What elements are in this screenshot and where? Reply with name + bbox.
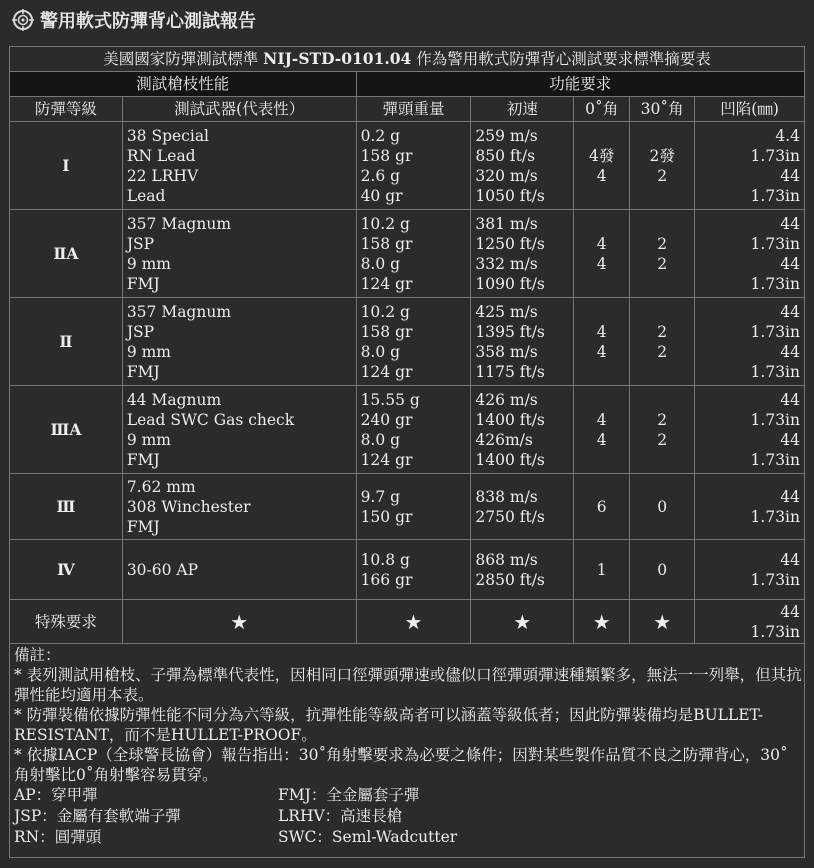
- note-item: * 表列測試用槍枝、子彈為標準代表性，因相同口徑彈頭彈速或儘似口徑彈頭彈速種類繁多，無法一一列舉，但其抗彈性能均適用本表。: [14, 666, 802, 704]
- note-item: * 依據IACP（全球警長協會）報告指出：30˚角射擊要求為必要之條件；因對某些製作品質不良之防彈背心，30˚角射擊比0˚角射擊容易貫穿。: [14, 746, 788, 784]
- velocity-cell: 868 m/s 2850 ft/s: [471, 540, 574, 600]
- nij-standard-table: [9, 46, 805, 644]
- star-mark: ★: [122, 600, 356, 644]
- shots-0deg-cell: 4發 4: [574, 122, 630, 210]
- star-mark: ★: [574, 600, 630, 644]
- table-title: 美國國家防彈測試標準 NIJ-STD-0101.04 作為警用軟式防彈背心測試要求標準摘要表: [10, 47, 805, 72]
- column-header: 防彈等級: [10, 97, 123, 122]
- table-row: [10, 210, 805, 298]
- protection-level: ⅢA: [10, 386, 123, 474]
- abbreviation: JSP：金屬有套軟端子彈: [14, 807, 181, 825]
- dent-cell: 44 1.73in: [695, 474, 805, 540]
- table-row: [10, 122, 805, 210]
- group-header-functional-requirements: 功能要求: [356, 72, 804, 97]
- bullet-weight-cell: 0.2 g 158 gr 2.6 g 40 gr: [356, 122, 471, 210]
- velocity-cell: 259 m/s 850 ft/s 320 m/s 1050 ft/s: [471, 122, 574, 210]
- notes-section: [14, 645, 802, 848]
- star-mark: ★: [630, 600, 695, 644]
- shots-0deg-cell: 6: [574, 474, 630, 540]
- weapon-cell: 7.62 mm 308 Winchester FMJ: [122, 474, 356, 540]
- star-mark: ★: [356, 600, 471, 644]
- bullet-weight-cell: 10.2 g 158 gr 8.0 g 124 gr: [356, 210, 471, 298]
- abbreviation-list: [14, 785, 802, 848]
- dent-cell: 44 1.73in 44 1.73in: [695, 298, 805, 386]
- dent-cell: 4.4 1.73in 44 1.73in: [695, 122, 805, 210]
- weapon-cell: 357 Magnum JSP 9 mm FMJ: [122, 298, 356, 386]
- shots-0deg-cell: 4 4: [574, 386, 630, 474]
- special-requirements-row: [10, 600, 805, 644]
- velocity-cell: 426 m/s 1400 ft/s 426m/s 1400 ft/s: [471, 386, 574, 474]
- shots-30deg-cell: 0: [630, 540, 695, 600]
- protection-level: Ⅲ: [10, 474, 123, 540]
- column-header: 測試武器(代表性）: [122, 97, 356, 122]
- shots-0deg-cell: 1: [574, 540, 630, 600]
- weapon-cell: 38 Special RN Lead 22 LRHV Lead: [122, 122, 356, 210]
- abbreviation: AP：穿甲彈: [14, 786, 98, 804]
- note-item: * 防彈裝備依據防彈性能不同分為六等級，抗彈性能等級高者可以涵蓋等級低者；因此防彈裝備均是BULLET-RESISTANT，而不是HULLET-PROOF。: [14, 706, 764, 744]
- table-row: [10, 474, 805, 540]
- shots-30deg-cell: 2 2: [630, 298, 695, 386]
- protection-level: I: [10, 122, 123, 210]
- velocity-cell: 838 m/s 2750 ft/s: [471, 474, 574, 540]
- bullet-weight-cell: 10.8 g 166 gr: [356, 540, 471, 600]
- column-header: 凹陷(㎜): [695, 97, 805, 122]
- page-header: [0, 0, 814, 40]
- shots-30deg-cell: 0: [630, 474, 695, 540]
- velocity-cell: 425 m/s 1395 ft/s 358 m/s 1175 ft/s: [471, 298, 574, 386]
- velocity-cell: 381 m/s 1250 ft/s 332 m/s 1090 ft/s: [471, 210, 574, 298]
- shots-30deg-cell: 2發 2: [630, 122, 695, 210]
- table-row: [10, 386, 805, 474]
- protection-level: ⅡA: [10, 210, 123, 298]
- abbreviation: SWC：Seml-Wadcutter: [278, 828, 458, 846]
- dent-cell: 44 1.73in: [695, 600, 805, 644]
- protection-level: Ⅱ: [10, 298, 123, 386]
- page-title: 警用軟式防彈背心測試報告: [40, 11, 256, 32]
- shots-30deg-cell: 2 2: [630, 210, 695, 298]
- weapon-cell: 44 Magnum Lead SWC Gas check 9 mm FMJ: [122, 386, 356, 474]
- dent-cell: 44 1.73in: [695, 540, 805, 600]
- bullet-weight-cell: 10.2 g 158 gr 8.0 g 124 gr: [356, 298, 471, 386]
- target-icon: [12, 9, 34, 31]
- shots-0deg-cell: 4 4: [574, 298, 630, 386]
- table-row: [10, 540, 805, 600]
- abbreviation: LRHV：高速長槍: [278, 807, 403, 825]
- abbreviation: FMJ：全金屬套子彈: [278, 786, 420, 804]
- star-mark: ★: [471, 600, 574, 644]
- column-header: 初速: [471, 97, 574, 122]
- bullet-weight-cell: 9.7 g 150 gr: [356, 474, 471, 540]
- table-row: [10, 298, 805, 386]
- bullet-weight-cell: 15.55 g 240 gr 8.0 g 124 gr: [356, 386, 471, 474]
- weapon-cell: 30-60 AP: [122, 540, 356, 600]
- column-header-row: [10, 97, 805, 122]
- dent-cell: 44 1.73in 44 1.73in: [695, 386, 805, 474]
- weapon-cell: 357 Magnum JSP 9 mm FMJ: [122, 210, 356, 298]
- dent-cell: 44 1.73in 44 1.73in: [695, 210, 805, 298]
- protection-level: Ⅳ: [10, 540, 123, 600]
- abbreviation: RN：圓彈頭: [14, 828, 102, 846]
- notes-heading: 備註：: [14, 646, 61, 664]
- shots-0deg-cell: 4 4: [574, 210, 630, 298]
- column-header: 0˚角: [574, 97, 630, 122]
- special-requirements-label: 特殊要求: [10, 600, 123, 644]
- group-header-weapon-performance: 測試槍枝性能: [10, 72, 357, 97]
- column-header: 30˚角: [630, 97, 695, 122]
- shots-30deg-cell: 2 2: [630, 386, 695, 474]
- column-header: 彈頭重量: [356, 97, 471, 122]
